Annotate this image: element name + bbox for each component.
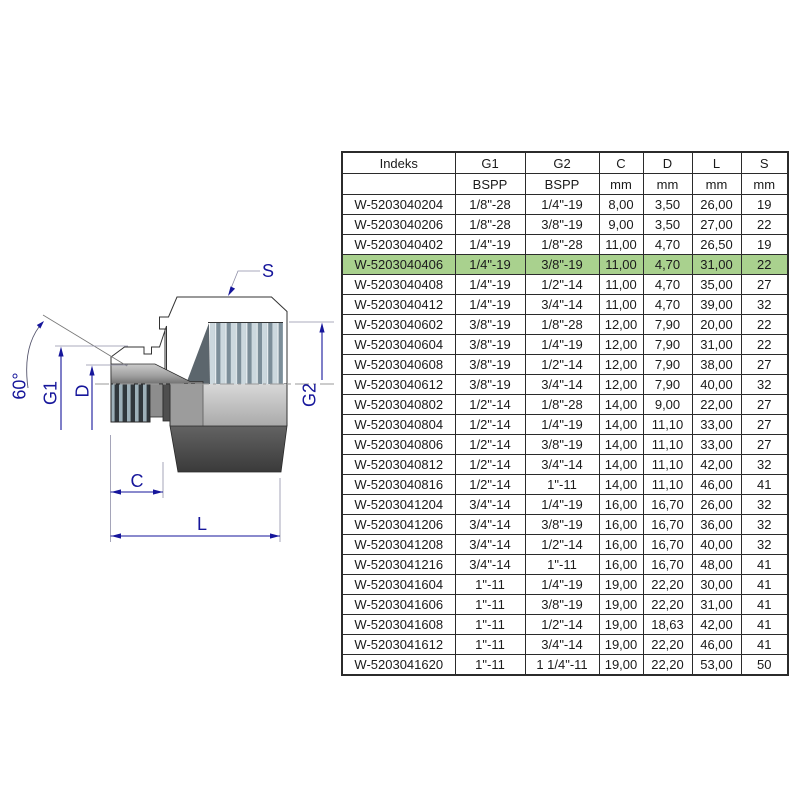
table-cell: 33,00 <box>692 415 741 435</box>
table-cell: 22,20 <box>643 635 692 655</box>
stud-shank <box>111 364 203 384</box>
table-cell: 1/4"-19 <box>455 235 525 255</box>
table-cell: 1"-11 <box>455 655 525 676</box>
table-cell: 19 <box>741 195 788 215</box>
spec-table-header <box>342 152 788 195</box>
table-cell: 1/8"-28 <box>455 215 525 235</box>
table-cell: 38,00 <box>692 355 741 375</box>
male-thread <box>111 384 150 422</box>
table-cell: 1"-11 <box>455 615 525 635</box>
table-cell: 20,00 <box>692 315 741 335</box>
table-cell: 1/8"-28 <box>455 195 525 215</box>
column-header-cell: G1 <box>455 152 525 174</box>
table-cell: 1 1/4"-11 <box>525 655 599 676</box>
table-cell: 1/4"-19 <box>455 275 525 295</box>
table-cell: W-5203041216 <box>342 555 455 575</box>
table-cell: W-5203040412 <box>342 295 455 315</box>
table-cell: 26,00 <box>692 495 741 515</box>
hex-flats <box>170 426 287 472</box>
table-cell: 41 <box>741 635 788 655</box>
table-cell: W-5203040612 <box>342 375 455 395</box>
table-row <box>342 435 788 455</box>
table-cell: 16,70 <box>643 535 692 555</box>
table-cell: W-5203040812 <box>342 455 455 475</box>
table-cell: 3/8"-19 <box>525 435 599 455</box>
table-cell: 3/4"-14 <box>525 635 599 655</box>
table-cell: 3,50 <box>643 195 692 215</box>
table-cell: 35,00 <box>692 275 741 295</box>
table-cell: 3/8"-19 <box>455 375 525 395</box>
table-cell: 4,70 <box>643 235 692 255</box>
table-row <box>342 515 788 535</box>
table-cell: 1/2"-14 <box>525 355 599 375</box>
table-cell: 3/8"-19 <box>455 315 525 335</box>
female-thread-section <box>210 323 283 385</box>
table-cell: W-5203041608 <box>342 615 455 635</box>
units-cell <box>342 174 455 195</box>
table-cell: 1/8"-28 <box>525 235 599 255</box>
table-cell: 19,00 <box>599 635 643 655</box>
table-cell: 31,00 <box>692 255 741 275</box>
table-cell: 1/2"-14 <box>455 395 525 415</box>
table-cell: 1/8"-28 <box>525 395 599 415</box>
fitting-technical-drawing <box>0 230 345 560</box>
table-cell: 40,00 <box>692 375 741 395</box>
table-cell: 19,00 <box>599 575 643 595</box>
table-cell: 48,00 <box>692 555 741 575</box>
table-cell: 1/4"-19 <box>525 335 599 355</box>
table-cell: 9,00 <box>599 215 643 235</box>
table-cell: W-5203040204 <box>342 195 455 215</box>
table-cell: 1"-11 <box>455 635 525 655</box>
table-cell: 42,00 <box>692 455 741 475</box>
table-cell: 9,00 <box>643 395 692 415</box>
table-cell: 41 <box>741 555 788 575</box>
table-cell: 41 <box>741 575 788 595</box>
column-header-cell: L <box>692 152 741 174</box>
table-cell: 7,90 <box>643 335 692 355</box>
table-cell: 3/4"-14 <box>455 495 525 515</box>
dimension-g2 <box>289 322 334 407</box>
table-cell: 1/4"-19 <box>525 415 599 435</box>
table-cell: 1/2"-14 <box>525 275 599 295</box>
table-cell: 14,00 <box>599 475 643 495</box>
table-cell: 1/8"-28 <box>525 315 599 335</box>
table-cell: 22 <box>741 215 788 235</box>
table-cell: 16,70 <box>643 495 692 515</box>
label-g1: G1 <box>40 380 61 406</box>
table-row <box>342 295 788 315</box>
table-cell: 3/8"-19 <box>525 215 599 235</box>
label-angle: 60° <box>9 372 30 400</box>
table-cell: 22,00 <box>692 395 741 415</box>
table-row <box>342 475 788 495</box>
table-cell: 12,00 <box>599 375 643 395</box>
table-cell: 7,90 <box>643 355 692 375</box>
table-row <box>342 595 788 615</box>
table-cell: 19,00 <box>599 595 643 615</box>
table-cell: 32 <box>741 295 788 315</box>
table-cell: 22 <box>741 255 788 275</box>
table-cell: W-5203040206 <box>342 215 455 235</box>
table-cell: 12,00 <box>599 315 643 335</box>
table-row <box>342 315 788 335</box>
table-cell: 16,70 <box>643 555 692 575</box>
table-cell: 26,50 <box>692 235 741 255</box>
table-cell: 14,00 <box>599 415 643 435</box>
dimension-c <box>111 435 164 542</box>
table-cell: 50 <box>741 655 788 676</box>
column-header-cell: D <box>643 152 692 174</box>
table-cell: 42,00 <box>692 615 741 635</box>
table-cell: 11,00 <box>599 295 643 315</box>
table-cell: W-5203040406 <box>342 255 455 275</box>
table-cell: 32 <box>741 515 788 535</box>
table-cell: W-5203040802 <box>342 395 455 415</box>
table-cell: W-5203041206 <box>342 515 455 535</box>
table-cell: 3/8"-19 <box>455 335 525 355</box>
table-cell: 27 <box>741 435 788 455</box>
table-cell: 8,00 <box>599 195 643 215</box>
column-header-row <box>342 152 788 174</box>
table-cell: 4,70 <box>643 275 692 295</box>
table-row <box>342 535 788 555</box>
table-row <box>342 375 788 395</box>
table-cell: W-5203040806 <box>342 435 455 455</box>
table-cell: 11,10 <box>643 475 692 495</box>
table-cell: 31,00 <box>692 595 741 615</box>
table-cell: 14,00 <box>599 435 643 455</box>
units-cell: mm <box>599 174 643 195</box>
units-row <box>342 174 788 195</box>
table-cell: 22 <box>741 315 788 335</box>
table-cell: 3/8"-19 <box>525 255 599 275</box>
table-cell: 16,00 <box>599 495 643 515</box>
table-cell: 1/2"-14 <box>455 455 525 475</box>
table-cell: 32 <box>741 375 788 395</box>
table-cell: 33,00 <box>692 435 741 455</box>
table-cell: 22 <box>741 335 788 355</box>
table-cell: 1/4"-19 <box>525 575 599 595</box>
table-cell: 3/4"-14 <box>525 375 599 395</box>
table-cell: 30,00 <box>692 575 741 595</box>
table-cell: 1"-11 <box>525 475 599 495</box>
label-c: C <box>130 471 144 491</box>
table-cell: 1/4"-19 <box>525 195 599 215</box>
table-cell: W-5203040816 <box>342 475 455 495</box>
table-cell: 41 <box>741 615 788 635</box>
table-cell: W-5203041604 <box>342 575 455 595</box>
table-cell: 3/8"-19 <box>525 595 599 615</box>
table-row <box>342 635 788 655</box>
table-cell: W-5203040402 <box>342 235 455 255</box>
table-cell: 32 <box>741 535 788 555</box>
table-row <box>342 215 788 235</box>
table-row <box>342 415 788 435</box>
table-cell: 40,00 <box>692 535 741 555</box>
spec-table-body <box>342 195 788 676</box>
table-cell: 1/4"-19 <box>455 295 525 315</box>
units-cell: BSPP <box>455 174 525 195</box>
table-cell: 41 <box>741 595 788 615</box>
table-cell: 4,70 <box>643 295 692 315</box>
table-row <box>342 655 788 676</box>
table-cell: 26,00 <box>692 195 741 215</box>
table-cell: 11,00 <box>599 275 643 295</box>
fitting-body-external <box>111 384 287 472</box>
table-row <box>342 555 788 575</box>
dimension-cone-angle <box>9 315 127 400</box>
table-cell: 14,00 <box>599 395 643 415</box>
table-cell: 31,00 <box>692 335 741 355</box>
table-cell: 7,90 <box>643 375 692 395</box>
table-row <box>342 335 788 355</box>
label-d: D <box>72 384 93 398</box>
table-cell: W-5203041204 <box>342 495 455 515</box>
table-cell: 19 <box>741 235 788 255</box>
column-header-cell: S <box>741 152 788 174</box>
table-cell: 22,20 <box>643 575 692 595</box>
table-cell: W-5203041208 <box>342 535 455 555</box>
column-header-cell: Indeks <box>342 152 455 174</box>
table-cell: 14,00 <box>599 455 643 475</box>
column-header-cell: C <box>599 152 643 174</box>
table-cell: 36,00 <box>692 515 741 535</box>
table-cell: 3/4"-14 <box>525 295 599 315</box>
table-cell: 27 <box>741 395 788 415</box>
units-cell: BSPP <box>525 174 599 195</box>
table-cell: W-5203041620 <box>342 655 455 676</box>
dimension-s <box>228 261 274 296</box>
table-cell: 11,10 <box>643 435 692 455</box>
table-row <box>342 195 788 215</box>
table-cell: 46,00 <box>692 635 741 655</box>
table-row <box>342 275 788 295</box>
table-cell: W-5203040408 <box>342 275 455 295</box>
label-g2: G2 <box>299 382 320 408</box>
table-cell: 18,63 <box>643 615 692 635</box>
table-cell: 3/4"-14 <box>455 535 525 555</box>
label-s: S <box>262 261 275 281</box>
table-cell: 12,00 <box>599 335 643 355</box>
table-row <box>342 235 788 255</box>
table-cell: 1/2"-14 <box>525 615 599 635</box>
table-row <box>342 575 788 595</box>
units-cell: mm <box>741 174 788 195</box>
table-cell: 3,50 <box>643 215 692 235</box>
table-cell: 1/2"-14 <box>455 435 525 455</box>
fitting-body-section <box>111 297 287 384</box>
table-row <box>342 455 788 475</box>
table-cell: 41 <box>741 475 788 495</box>
table-cell: W-5203041612 <box>342 635 455 655</box>
table-cell: 16,00 <box>599 555 643 575</box>
table-cell: 4,70 <box>643 255 692 275</box>
table-cell: 19,00 <box>599 655 643 676</box>
table-cell: 1"-11 <box>455 575 525 595</box>
table-cell: W-5203040608 <box>342 355 455 375</box>
table-cell: 12,00 <box>599 355 643 375</box>
table-cell: 27 <box>741 355 788 375</box>
table-cell: W-5203040604 <box>342 335 455 355</box>
table-cell: W-5203040602 <box>342 315 455 335</box>
table-cell: 32 <box>741 495 788 515</box>
units-cell: mm <box>692 174 741 195</box>
table-cell: 27 <box>741 275 788 295</box>
table-cell: 1/4"-19 <box>525 495 599 515</box>
table-cell: 3/8"-19 <box>525 515 599 535</box>
label-l: L <box>196 514 208 534</box>
table-cell: 16,00 <box>599 515 643 535</box>
table-row <box>342 395 788 415</box>
table-cell: 27,00 <box>692 215 741 235</box>
table-cell: 1/2"-14 <box>455 415 525 435</box>
table-cell: 22,20 <box>643 595 692 615</box>
column-header-cell: G2 <box>525 152 599 174</box>
table-cell: 7,90 <box>643 315 692 335</box>
units-cell: mm <box>643 174 692 195</box>
table-cell: 1/2"-14 <box>525 535 599 555</box>
table-cell: 11,10 <box>643 415 692 435</box>
table-cell: 3/4"-14 <box>455 555 525 575</box>
table-cell: 11,00 <box>599 235 643 255</box>
table-row <box>342 615 788 635</box>
table-cell: 19,00 <box>599 615 643 635</box>
table-cell: 1/4"-19 <box>455 255 525 275</box>
table-cell: 32 <box>741 455 788 475</box>
table-cell: W-5203040804 <box>342 415 455 435</box>
table-cell: 16,70 <box>643 515 692 535</box>
table-cell: 1/2"-14 <box>455 475 525 495</box>
table-cell: 16,00 <box>599 535 643 555</box>
table-row <box>342 495 788 515</box>
table-cell: 46,00 <box>692 475 741 495</box>
table-cell: 11,10 <box>643 455 692 475</box>
table-row-highlighted <box>342 255 788 275</box>
table-cell: 3/4"-14 <box>455 515 525 535</box>
table-cell: 3/4"-14 <box>525 455 599 475</box>
table-cell: 39,00 <box>692 295 741 315</box>
table-cell: 53,00 <box>692 655 741 676</box>
table-cell: 27 <box>741 415 788 435</box>
table-row <box>342 355 788 375</box>
table-cell: 22,20 <box>643 655 692 676</box>
table-cell: 1"-11 <box>455 595 525 615</box>
spec-table <box>341 151 789 676</box>
table-cell: 11,00 <box>599 255 643 275</box>
table-cell: 1"-11 <box>525 555 599 575</box>
table-cell: W-5203041606 <box>342 595 455 615</box>
table-cell: 3/8"-19 <box>455 355 525 375</box>
